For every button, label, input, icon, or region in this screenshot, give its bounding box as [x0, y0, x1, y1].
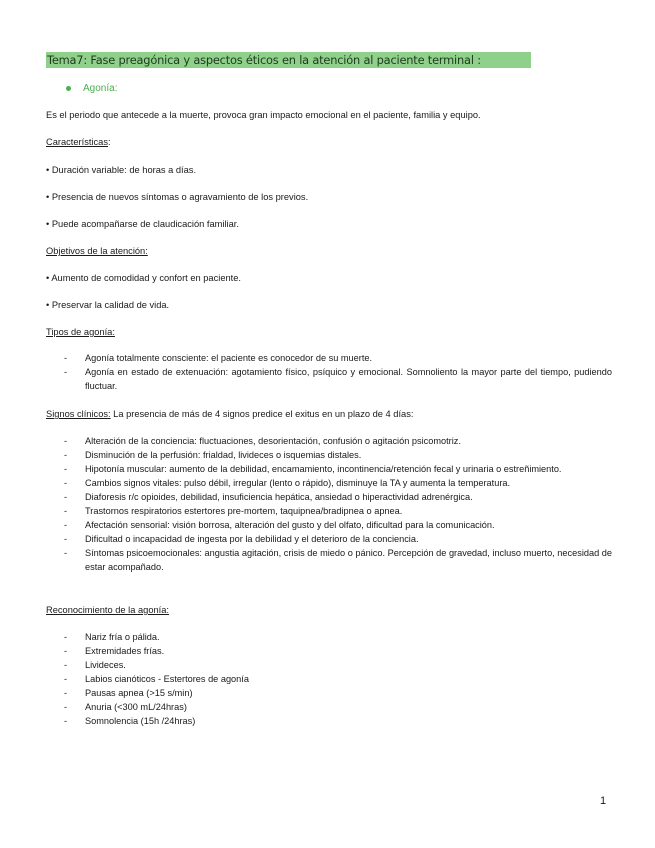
- list-item: - Dificultad o incapacidad de ingesta por la debilidad y el deterioro de la conciencia.: [64, 532, 612, 546]
- list-item: - Pausas apnea (>15 s/min): [64, 686, 612, 700]
- caracteristicas-item: • Puede acompañarse de claudicación familiar.: [46, 219, 239, 229]
- list-item: - Diaforesis r/c opioides, debilidad, insuficiencia hepática, ansiedad o hiperactividad adrenérgica.: [64, 490, 612, 504]
- list-item: - Alteración de la conciencia: fluctuaciones, desorientación, confusión o agitación psicomotriz.: [64, 434, 612, 448]
- list-item: - Somnolencia (15h /24hras): [64, 714, 612, 728]
- reconocimiento-heading: Reconocimiento de la agonía:: [46, 605, 170, 615]
- list-item: - Agonía totalmente consciente: el paciente es conocedor de su muerte.: [64, 351, 612, 365]
- objetivos-item: • Aumento de comodidad y confort en paciente.: [46, 273, 241, 283]
- list-item: - Labios cianóticos - Estertores de agonía: [64, 672, 612, 686]
- tipos-heading: Tipos de agonía:: [46, 327, 115, 337]
- page-number: 1: [600, 795, 607, 807]
- list-item: - Disminución de la perfusión: frialdad, livideces o isquemias distales.: [64, 448, 612, 462]
- caracteristicas-colon: :: [108, 137, 111, 147]
- objetivos-heading: Objetivos de la atención:: [46, 246, 148, 256]
- bullet-dot-icon: [66, 86, 71, 91]
- list-item: - Extremidades frías.: [64, 644, 612, 658]
- caracteristicas-item: • Presencia de nuevos síntomas o agravamiento de los previos.: [46, 192, 309, 202]
- caracteristicas-item: • Duración variable: de horas a días.: [46, 165, 197, 175]
- caracteristicas-heading: [46, 136, 111, 149]
- tipos-list: [64, 351, 612, 393]
- objetivos-item: • Preservar la calidad de vida.: [46, 300, 170, 310]
- list-item: - Anuria (<300 mL/24hras): [64, 700, 612, 714]
- list-item: - Cambios signos vitales: pulso débil, irregular (lento o rápido), disminuye la TA y aumenta la temperatura.: [64, 476, 612, 490]
- list-item: - Agonía en estado de extenuación: agotamiento físico, psíquico y emocional. Somnoliento la mayor parte del tiempo, pudiendo fluctuar.: [64, 365, 612, 393]
- signos-list: [64, 434, 612, 574]
- signos-heading: Signos clínicos:: [46, 409, 111, 419]
- subtitle: [66, 83, 117, 94]
- subtitle-text: Agonía:: [83, 83, 118, 94]
- caracteristicas-heading-text: Características: [46, 137, 108, 147]
- list-item: - Livideces.: [64, 658, 612, 672]
- page-title: Tema7: Fase preagónica y aspectos éticos en la atención al paciente terminal :: [46, 52, 531, 68]
- list-item: - Nariz fría o pálida.: [64, 630, 612, 644]
- list-item: - Afectación sensorial: visión borrosa, alteración del gusto y del olfato, dificultad para la comunicación.: [64, 518, 612, 532]
- list-item: - Trastornos respiratorios estertores pre-mortem, taquipnea/bradipnea o apnea.: [64, 504, 612, 518]
- list-item: - Hipotonía muscular: aumento de la debilidad, encamamiento, incontinencia/retención fecal y urinaria o estreñimiento.: [64, 462, 612, 476]
- signos-heading-line: [46, 408, 413, 421]
- intro-paragraph: Es el periodo que antecede a la muerte, provoca gran impacto emocional en el paciente, familia y equipo.: [46, 110, 481, 120]
- reconocimiento-list: [64, 630, 612, 728]
- list-item: - Síntomas psicoemocionales: angustia agitación, crisis de miedo o pánico. Percepción de gravedad, incluso muerto, necesidad de estar acompañado.: [64, 546, 612, 574]
- signos-lead: La presencia de más de 4 signos predice el exitus en un plazo de 4 días:: [110, 409, 414, 419]
